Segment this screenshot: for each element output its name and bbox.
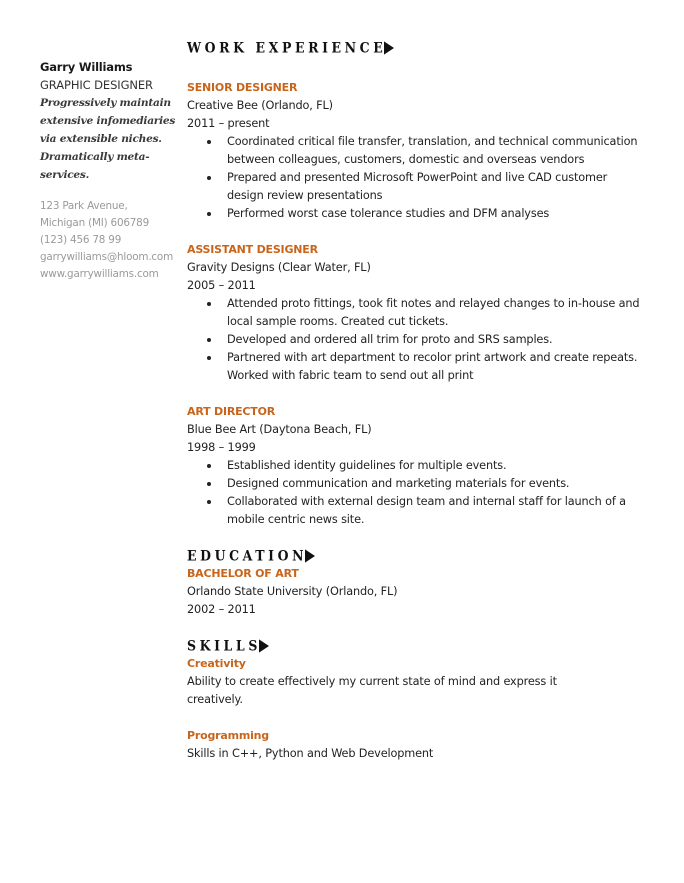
section-heading-skills — [187, 636, 657, 656]
job-bullets — [207, 133, 647, 223]
job-company: Blue Bee Art (Daytona Beach, FL) — [187, 423, 372, 436]
skill-description: Ability to create effectively my current state of mind and express it creatively. — [187, 675, 557, 706]
job-dates: 2011 – present — [187, 117, 270, 130]
website-link[interactable]: www.garrywilliams.com — [40, 268, 159, 280]
skill-entry — [187, 727, 657, 763]
bullet-item: Coordinated critical file transfer, translation, and technical communication between colleagues, customers, domestic and overseas vendors — [207, 133, 647, 169]
skills-section — [187, 637, 657, 763]
bullet-item: Designed communication and marketing materials for events. — [207, 475, 647, 493]
bullet-item: Developed and ordered all trim for proto and SRS samples. — [207, 331, 647, 349]
bullet-item: Collaborated with external design team and internal staff for launch of a mobile centric news site. — [207, 493, 647, 529]
job-entry — [187, 403, 657, 529]
phone-number: (123) 456 78 99 — [40, 234, 122, 246]
bullet-item: Performed worst case tolerance studies and DFM analyses — [207, 205, 647, 223]
triangle-right-icon — [259, 639, 269, 652]
email-address[interactable]: garrywilliams@hloom.com — [40, 251, 174, 263]
bullet-item: Established identity guidelines for multiple events. — [207, 457, 647, 475]
job-dates: 2005 – 2011 — [187, 279, 256, 292]
work-experience-section — [187, 39, 657, 529]
education-degree: BACHELOR OF ART — [187, 567, 299, 580]
job-bullets — [207, 295, 647, 385]
job-role: ART DIRECTOR — [187, 405, 276, 418]
education-dates: 2002 – 2011 — [187, 603, 256, 616]
job-role: ASSISTANT DESIGNER — [187, 243, 318, 256]
triangle-right-icon — [305, 549, 315, 562]
section-heading-label: WORK EXPERIENCE — [187, 39, 387, 56]
skill-name: Programming — [187, 729, 269, 742]
skill-name: Creativity — [187, 657, 246, 670]
job-bullets — [207, 457, 647, 529]
section-heading-label: SKILLS — [187, 637, 261, 654]
section-heading-work — [187, 38, 657, 58]
job-entry — [187, 241, 657, 385]
education-school: Orlando State University (Orlando, FL) — [187, 585, 398, 598]
contact-info — [40, 198, 190, 283]
job-company: Gravity Designs (Clear Water, FL) — [187, 261, 371, 274]
sidebar-profile — [40, 58, 190, 283]
address-line-2: Michigan (MI) 606789 — [40, 217, 149, 229]
job-company: Creative Bee (Orlando, FL) — [187, 99, 333, 112]
job-entry — [187, 79, 657, 223]
bullet-item: Prepared and presented Microsoft PowerPoint and live CAD customer design review presentations — [207, 169, 647, 205]
address-line-1: 123 Park Avenue, — [40, 200, 128, 212]
section-heading-label: EDUCATION — [187, 547, 308, 564]
main-content — [187, 39, 657, 763]
skill-entry — [187, 655, 657, 709]
candidate-name: Garry Williams — [40, 60, 133, 74]
job-role: SENIOR DESIGNER — [187, 81, 298, 94]
profile-summary: Progressively maintain extensive infomediaries via extensible niches. Dramatically meta-services. — [40, 97, 176, 181]
bullet-item: Attended proto fittings, took fit notes and relayed changes to in-house and local sample rooms. Created cut tickets. — [207, 295, 647, 331]
candidate-title: GRAPHIC DESIGNER — [40, 78, 153, 92]
section-heading-education — [187, 546, 657, 566]
triangle-right-icon — [384, 41, 394, 54]
job-dates: 1998 – 1999 — [187, 441, 256, 454]
skill-description: Skills in C++, Python and Web Development — [187, 747, 434, 760]
bullet-item: Partnered with art department to recolor print artwork and create repeats. Worked with fabric team to send out all print — [207, 349, 647, 385]
education-section — [187, 547, 657, 619]
